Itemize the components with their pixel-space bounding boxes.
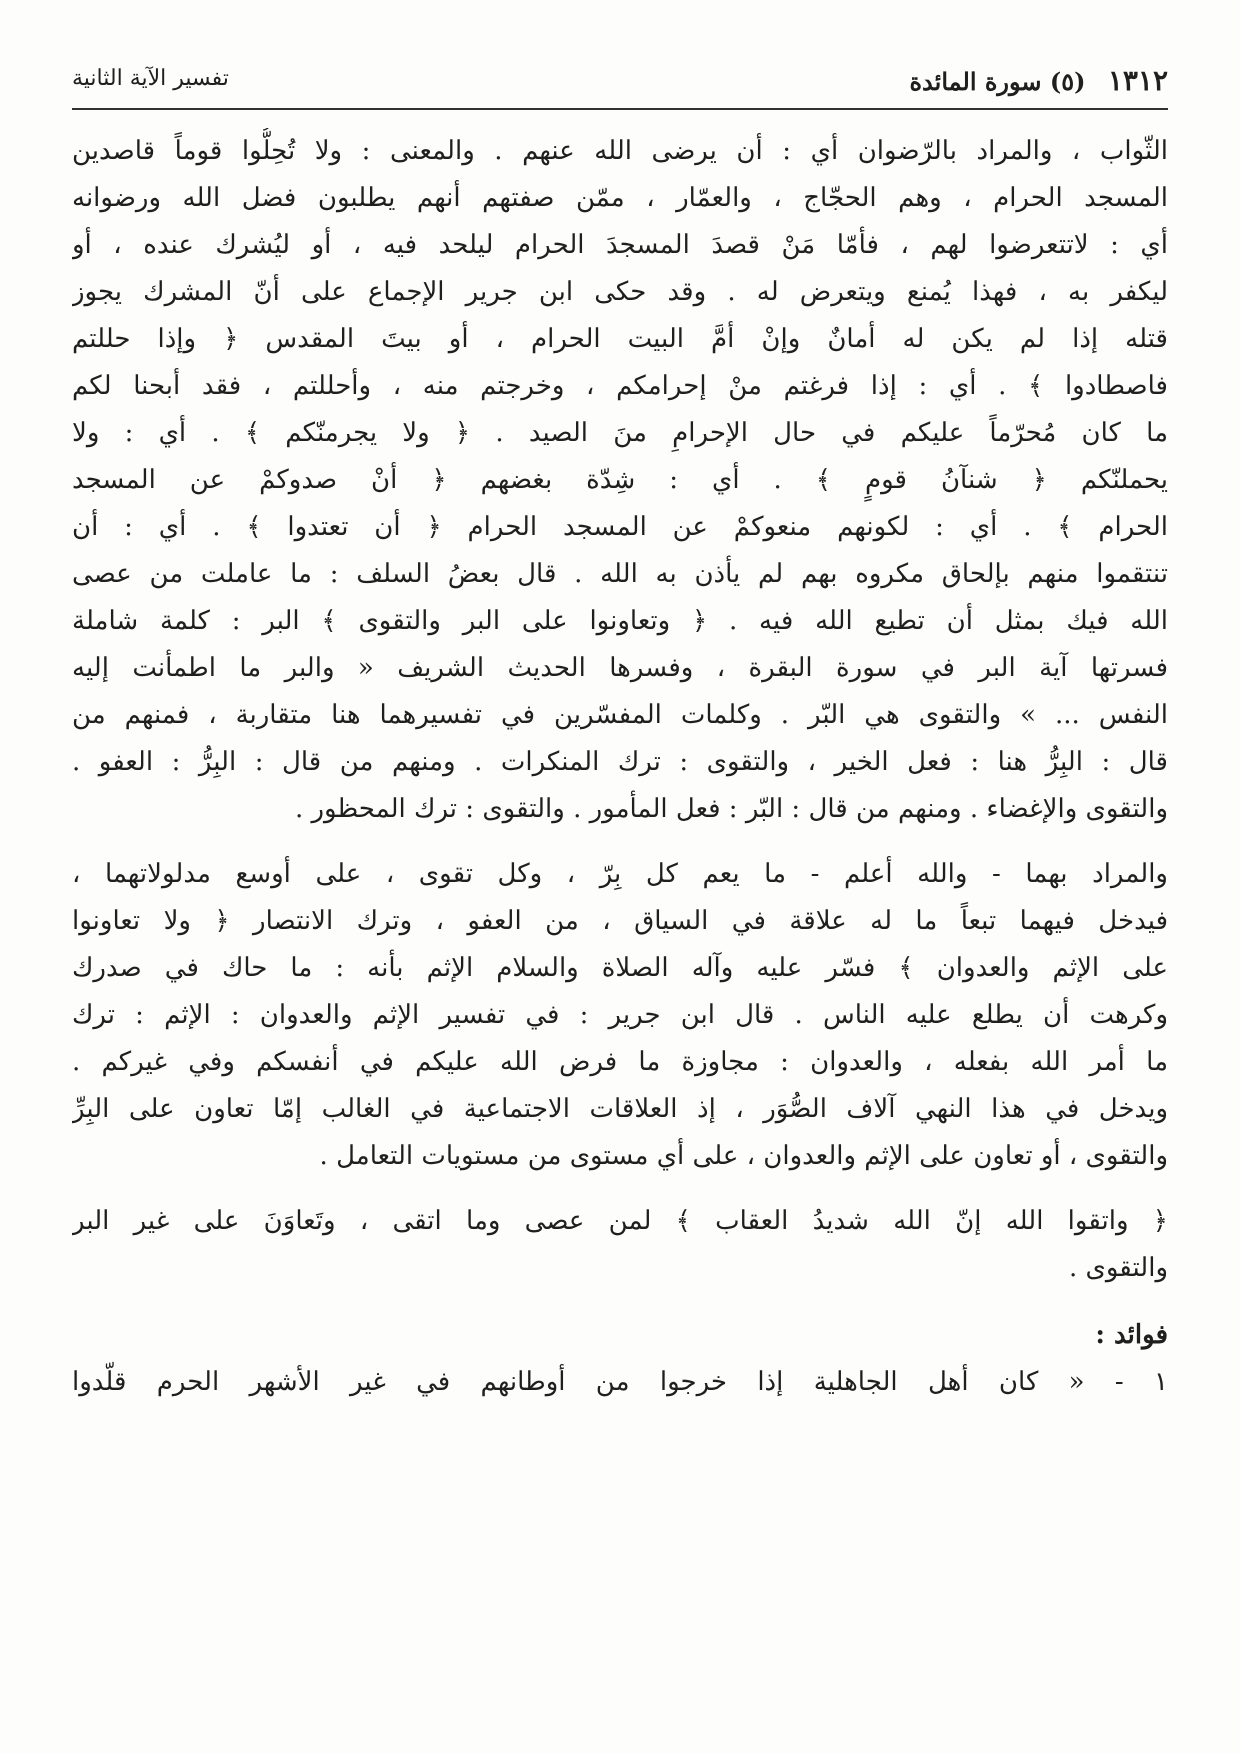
surah-title: (٥) سورة المائدة xyxy=(909,67,1086,96)
benefits-heading: فوائد : xyxy=(1095,1320,1168,1350)
text-line: أي : لاتتعرضوا لهم ، فأمّا مَنْ قصدَ المسجدَ الحرام ليلحد فيه ، أو ليُشرك عنده ، أو xyxy=(72,230,1168,260)
text-line: تنتقموا منهم بإلحاق مكروه بهم لم يأذن به الله . قال بعضُ السلف : ما عاملت من عصى xyxy=(72,559,1168,589)
paragraph xyxy=(72,128,1168,833)
paragraph xyxy=(72,1198,1168,1292)
benefit-item: ١ - « كان أهل الجاهلية إذا خرجوا من أوطانهم في غير الأشهر الحرم قلّدوا xyxy=(72,1367,1168,1397)
page-number: ١٣١٢ xyxy=(1107,64,1168,97)
text-line: والتقوى . xyxy=(1068,1253,1168,1283)
text-line: فيدخل فيهما تبعاً ما له علاقة في السياق ، من العفو ، وترك الانتصار ﴿ ولا تعاونوا xyxy=(72,906,1168,936)
text-line: والمراد بهما - والله أعلم - ما يعم كل بِرّ ، وكل تقوى ، على أوسع مدلولاتهما ، xyxy=(72,859,1168,889)
header-rule xyxy=(72,108,1168,110)
paragraph xyxy=(72,851,1168,1180)
text-line: ليكفر به ، فهذا يُمنع ويتعرض له . وقد حكى ابن جرير الإجماع على أنّ المشرك يجوز xyxy=(72,277,1168,307)
text-line: والتقوى ، أو تعاون على الإثم والعدوان ، على أي مستوى من مستويات التعامل . xyxy=(319,1141,1168,1171)
text-line: وكرهت أن يطلع عليه الناس . قال ابن جرير : في تفسير الإثم والعدوان : الإثم : ترك xyxy=(72,1000,1168,1030)
text-line: الله فيك بمثل أن تطيع الله فيه . ﴿ وتعاونوا على البر والتقوى ﴾ البر : كلمة شاملة xyxy=(72,606,1168,636)
text-line: الحرام ﴾ . أي : لكونهم منعوكمْ عن المسجد الحرام ﴿ أن تعتدوا ﴾ . أي : أن xyxy=(72,512,1168,542)
text-line: والتقوى والإغضاء . ومنهم من قال : البّر : فعل المأمور . والتقوى : ترك المحظور . xyxy=(294,794,1168,824)
text-line: ما أمر الله بفعله ، والعدوان : مجاوزة ما فرض الله عليكم في أنفسكم وفي غيركم . xyxy=(72,1047,1168,1077)
text-line: ﴿ واتقوا الله إنّ الله شديدُ العقاب ﴾ لمن عصى وما اتقى ، وتَعاوَنَ على غير البر xyxy=(72,1206,1168,1236)
text-line: على الإثم والعدوان ﴾ فسّر عليه وآله الصلاة والسلام الإثم بأنه : ما حاك في صدرك xyxy=(72,953,1168,983)
text-line: يحملنّكم ﴿ شنآنُ قومٍ ﴾ . أي : شِدّة بغضهم ﴿ أنْ صدوكمْ عن المسجد xyxy=(72,465,1168,495)
text-line: الثّواب ، والمراد بالرّضوان أي : أن يرضى الله عنهم . والمعنى : ولا تُحِلُّوا قوماً قاصدين xyxy=(72,136,1168,166)
text-line: المسجد الحرام ، وهم الحجّاج ، والعمّار ، ممّن صفتهم أنهم يطلبون فضل الله ورضوانه xyxy=(72,183,1168,213)
section-title: تفسير الآية الثانية xyxy=(72,66,229,91)
tafsir-body xyxy=(72,128,1168,1406)
text-line: النفس ... » والتقوى هي البّر . وكلمات المفسّرين في تفسيرهما هنا متقاربة ، فمنهم من xyxy=(72,700,1168,730)
paragraph-gap xyxy=(72,1180,1168,1198)
page-header xyxy=(72,58,1168,104)
text-line: فسرتها آية البر في سورة البقرة ، وفسرها الحديث الشريف « والبر ما اطمأنت إليه xyxy=(72,653,1168,683)
text-line: قال : البِرُّ هنا : فعل الخير ، والتقوى : ترك المنكرات . ومنهم من قال : البِرُّ : العفو . xyxy=(72,747,1168,777)
text-line: قتله إذا لم يكن له أمانٌ وإنْ أمَّ البيت الحرام ، أو بيتَ المقدس ﴿ وإذا حللتم xyxy=(72,324,1168,354)
text-line: فاصطادوا ﴾ . أي : إذا فرغتم منْ إحرامكم ، وخرجتم منه ، وأحللتم ، فقد أبحنا لكم xyxy=(72,371,1168,401)
text-line: ويدخل في هذا النهي آلاف الصُّوَر ، إذ العلاقات الاجتماعية في الغالب إمّا تعاون على البِرِّ xyxy=(72,1094,1168,1124)
text-line: ما كان مُحرّماً عليكم في حال الإحرامِ منَ الصيد . ﴿ ولا يجرمنّكم ﴾ . أي : ولا xyxy=(72,418,1168,448)
header-page-info xyxy=(909,64,1168,97)
paragraph-gap xyxy=(72,833,1168,851)
